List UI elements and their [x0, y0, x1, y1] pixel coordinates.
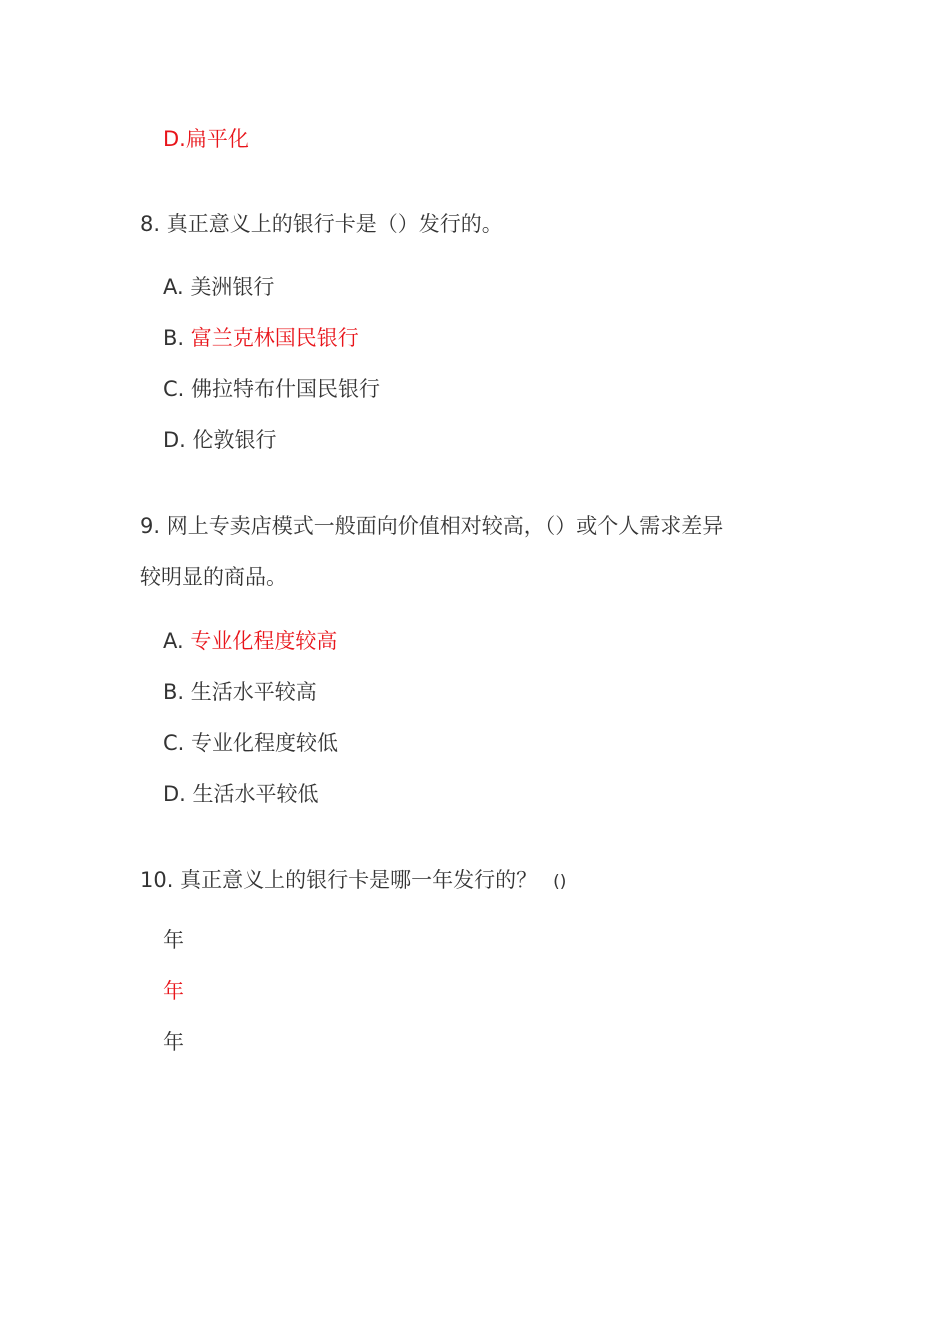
- q9-option-a-correct: [163, 626, 337, 656]
- q10-option-3: 年: [163, 1030, 184, 1054]
- q8-option-d: [163, 425, 277, 455]
- option-text: 富兰克林国民银行: [190, 326, 359, 350]
- question-10-paren: (): [553, 872, 567, 892]
- option-text: 佛拉特布什国民银行: [191, 377, 381, 401]
- option-prefix: C.: [163, 731, 192, 755]
- q9-option-c: [163, 728, 338, 758]
- option-prefix: A.: [163, 629, 191, 653]
- option-prefix: C.: [163, 377, 192, 401]
- question-10-body: 10. 真正意义上的银行卡是哪一年发行的？: [140, 868, 538, 892]
- option-text: 生活水平较低: [192, 782, 319, 806]
- question-10-text: [140, 865, 566, 897]
- q10-option-2-correct: 年: [163, 979, 184, 1003]
- option-prefix: A.: [163, 275, 191, 299]
- prev-option-d-correct: D.扁平化: [163, 127, 249, 151]
- option-text: 美洲银行: [190, 275, 275, 299]
- q8-option-c: [163, 374, 380, 404]
- question-9-text-line2: 较明显的商品。: [140, 565, 287, 589]
- q9-option-b: [163, 677, 317, 707]
- option-prefix: D.: [163, 782, 193, 806]
- option-text: 专业化程度较低: [191, 731, 339, 755]
- option-text: 生活水平较高: [190, 680, 317, 704]
- question-8-text: 8. 真正意义上的银行卡是（）发行的。: [140, 212, 503, 236]
- q9-option-d: [163, 779, 319, 809]
- q8-option-b-correct: [163, 323, 359, 353]
- option-prefix: B.: [163, 326, 191, 350]
- q8-option-a: [163, 272, 274, 302]
- option-text: 伦敦银行: [192, 428, 277, 452]
- option-prefix: B.: [163, 680, 191, 704]
- question-9-text-line1: 9. 网上专卖店模式一般面向价值相对较高，（）或个人需求差异: [140, 514, 724, 538]
- q10-option-1: 年: [163, 928, 184, 952]
- option-prefix: D.: [163, 428, 193, 452]
- option-text: 专业化程度较高: [190, 629, 338, 653]
